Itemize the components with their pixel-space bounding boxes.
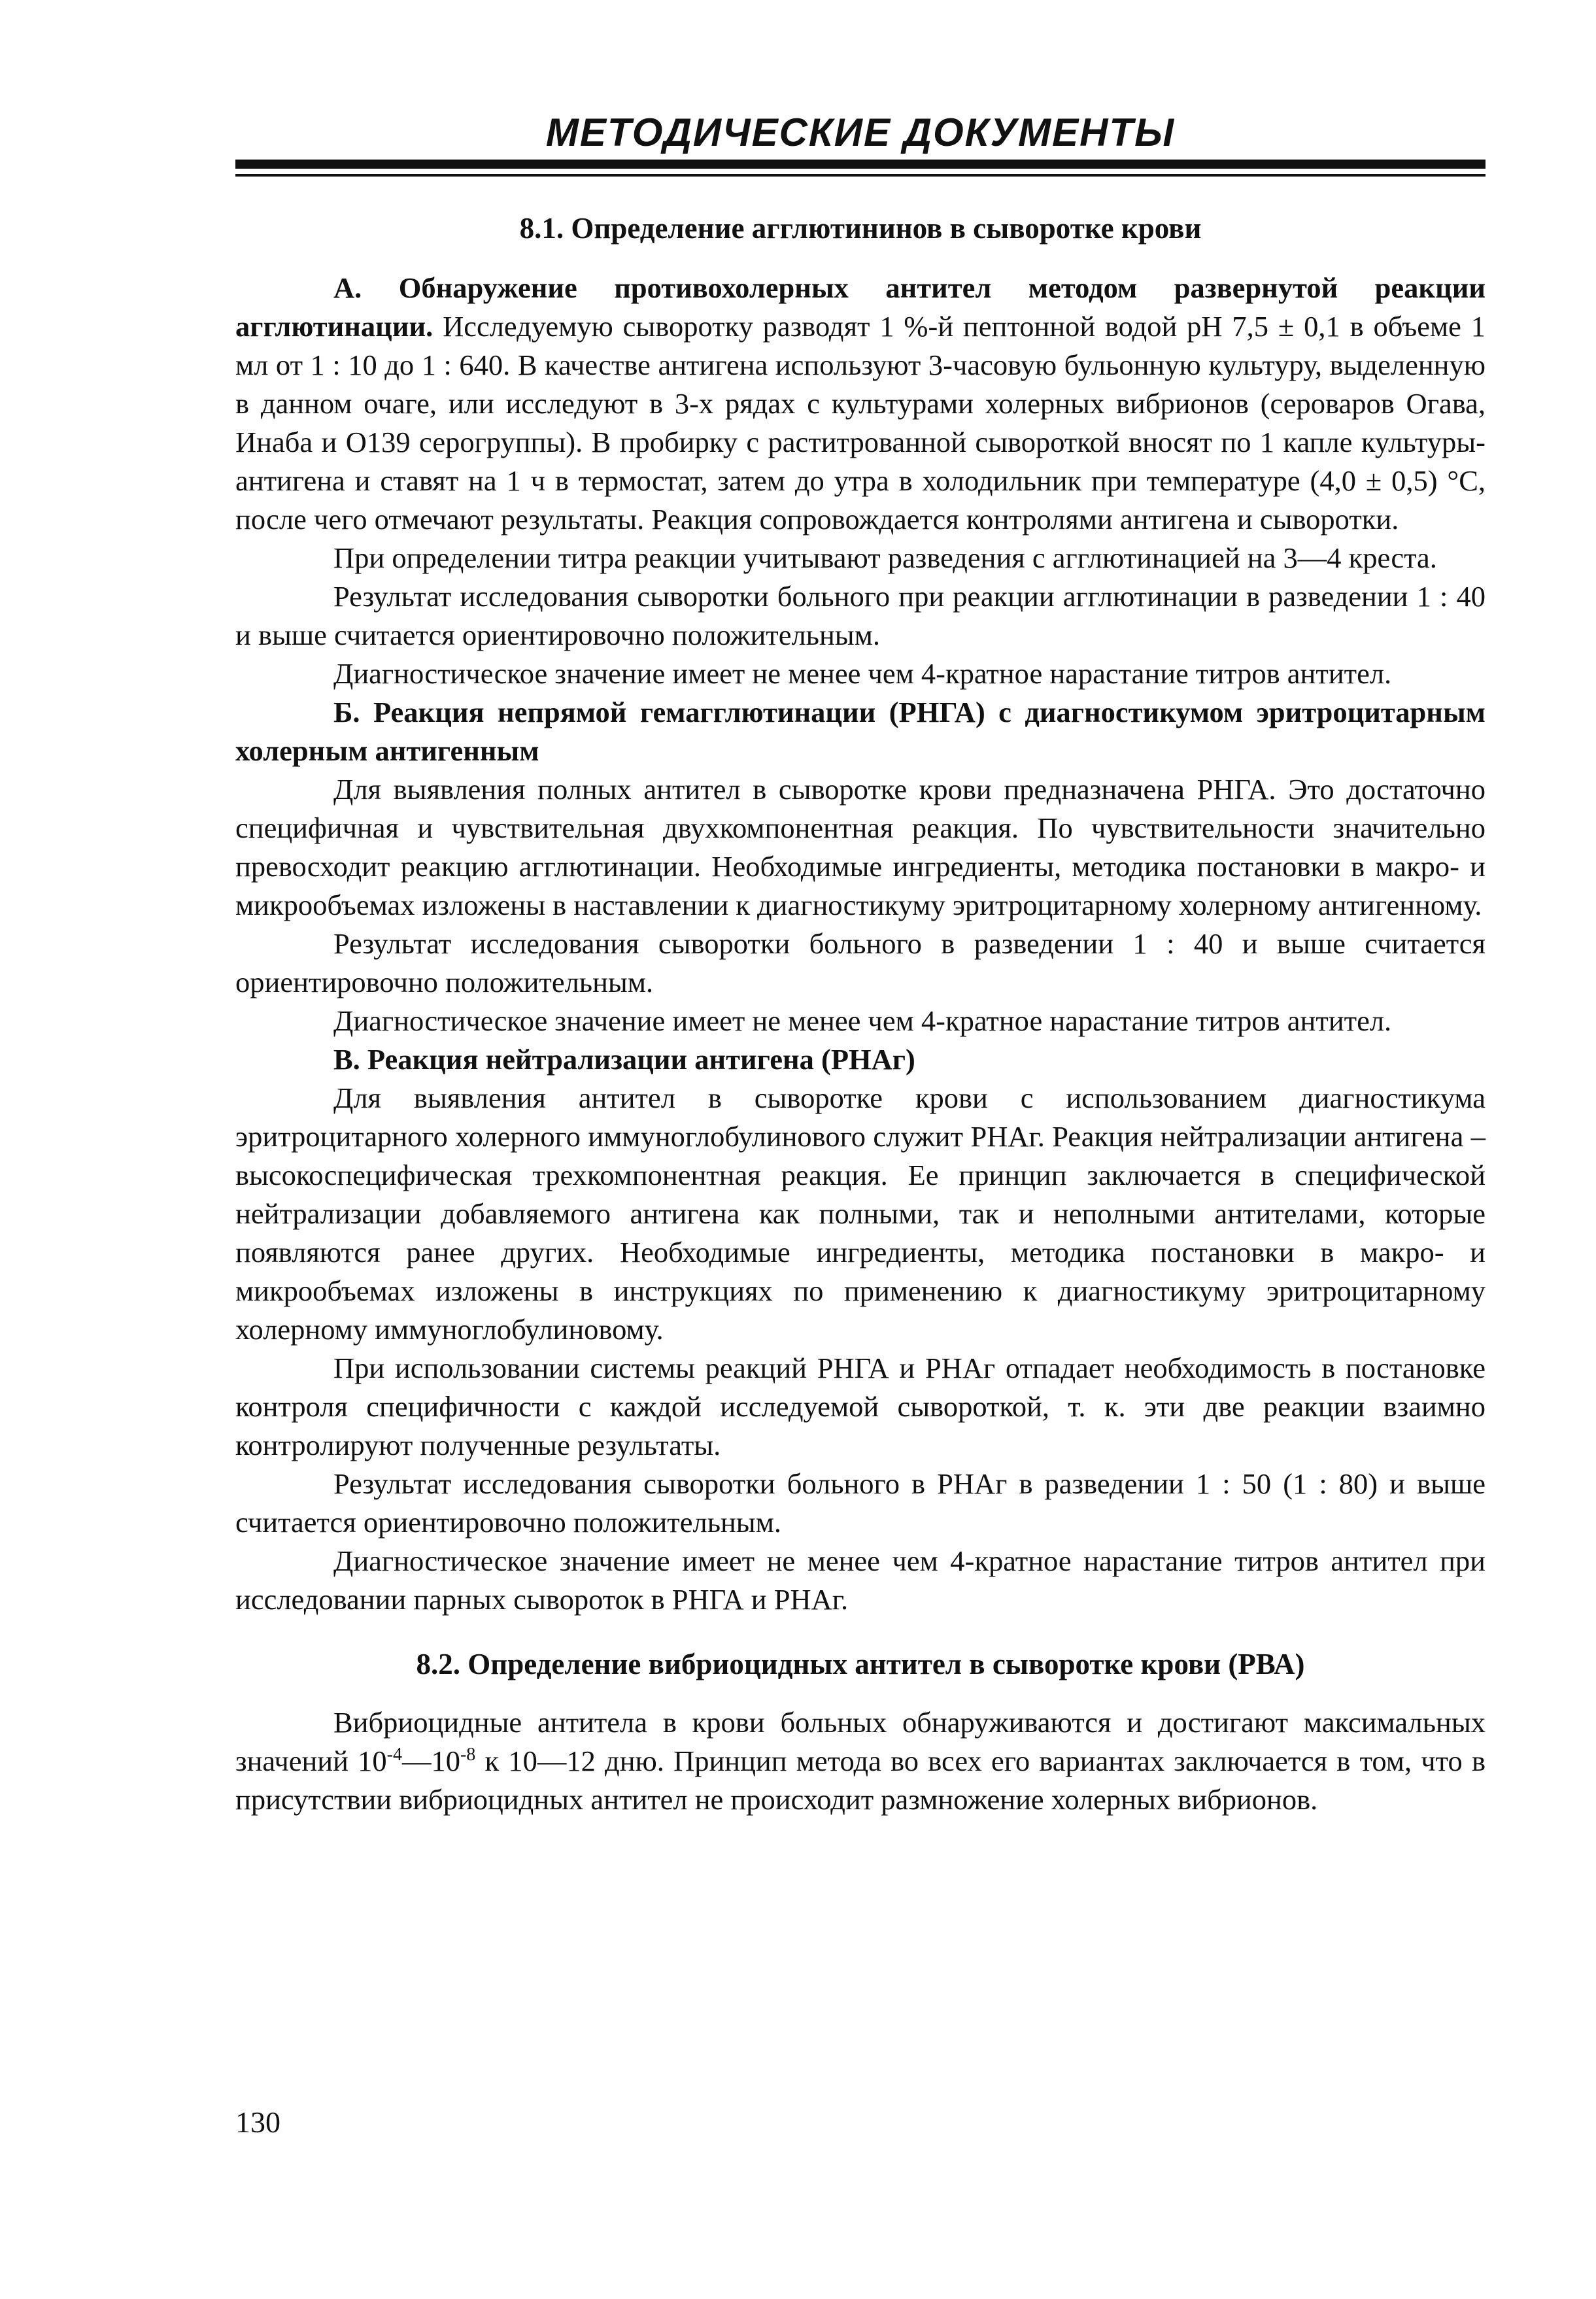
part-a-run-in-heading: А. Обнаружение противохолерных антител методом развернутой реакции агглютинации. (235, 271, 1486, 343)
part-a-paragraph (235, 269, 1486, 539)
part-c-paragraph-1: Для выявления антител в сыворотке крови с использованием диагностикума эритроцитарного холерного иммуноглобулинового служит РНАг. Реакция нейтрализации антигена – высокоспецифическая трехкомпонентная реакция. Ее принцип заключается в специфической нейтрализации добавляемого антигена как полными, так и неполными антителами, которые появляются ранее других. Необходимые ингредиенты, методика постановки в макро- и микрообъемах изложены в инструкциях по применению к диагностикуму эритроцитарному холерному иммуноглобулиновому. (235, 1081, 1486, 1346)
exponent-2: -8 (460, 1745, 476, 1765)
part-c-paragraph-4: Диагностическое значение имеет не менее чем 4-кратное нарастание титров антител при исследовании парных сывороток в РНГА и РНАг. (235, 1544, 1486, 1616)
part-a-paragraph-4: Диагностическое значение имеет не менее чем 4-кратное нарастание титров антител. (333, 657, 1392, 690)
part-b-paragraph-2: Результат исследования сыворотки больного в разведении 1 : 40 и выше считается ориентировочно положительным. (235, 927, 1486, 998)
section-8-2-text-end: к 10—12 дню. Принцип метода во всех его вариантах заключается в том, что в присутствии вибриоцидных антител не происходит размножение холерных вибрионов. (235, 1745, 1486, 1816)
main-text (235, 209, 1486, 1819)
page-number: 130 (235, 2105, 280, 2139)
part-c-paragraph-2: При использовании системы реакций РНГА и РНАг отпадает необходимость в постановке контроля специфичности с каждой исследуемой сывороткой, т. к. эти две реакции взаимно контролируют полученные результаты. (235, 1352, 1486, 1461)
section-8-2-text-start: Вибриоцидные антитела в крови больных обнаруживаются и достигают максимальных значений 10 (235, 1706, 1486, 1777)
part-a-text: Исследуемую сыворотку разводят 1 %-й пептонной водой рН 7,5 ± 0,1 в объеме 1 мл от 1 : 10 до 1 : 640. В качестве антигена используют 3-часовую бульонную культуру, выделенную в данном очаге, или исследуют в 3-х рядах с культурами холерных вибрионов (сероваров Огава, Инаба и О139 серогруппы). В пробирку с раститрованной сывороткой вносят по 1 капле культуры-антигена и ставят на 1 ч в термостат, затем до утра в холодильник при температуре (4,0 ± 0,5) °С, после чего отмечают результаты. Реакция сопровождается контролями антигена и сыворотки. (235, 310, 1486, 536)
part-b-paragraph-1: Для выявления полных антител в сыворотке крови предназначена РНГА. Это достаточно специфичная и чувствительная двухкомпонентная реакция. По чувствительности значительно превосходит реакцию агглютинации. Необходимые ингредиенты, методика постановки в макро- и микрообъемах изложены в наставлении к диагностикуму эритроцитарному холерному антигенному. (235, 773, 1486, 921)
section-8-1-heading: 8.1. Определение агглютининов в сыворотке крови (519, 212, 1202, 245)
running-head-title: МЕТОДИЧЕСКИЕ ДОКУМЕНТЫ (545, 111, 1176, 154)
part-a-paragraph-3: Результат исследования сыворотки больного при реакции агглютинации в разведении 1 : 40 и выше считается ориентировочно положительным. (235, 580, 1486, 651)
section-8-2-text-mid: —10 (401, 1745, 460, 1777)
part-a-paragraph-2: При определении титра реакции учитывают разведения с агглютинацией на 3—4 креста. (333, 541, 1437, 574)
header-rule-thick (235, 160, 1486, 169)
part-b-heading: Б. Реакция непрямой гемагглютинации (РНГА) с диагностикумом эритроцитарным холерным антигенным (235, 696, 1486, 767)
section-8-2-paragraph (235, 1703, 1486, 1819)
part-c-paragraph-3: Результат исследования сыворотки больного в РНАг в разведении 1 : 50 (1 : 80) и выше считается ориентировочно положительным. (235, 1467, 1486, 1539)
part-b-paragraph-3: Диагностическое значение имеет не менее чем 4-кратное нарастание титров антител. (333, 1004, 1392, 1037)
exponent-1: -4 (386, 1745, 402, 1765)
section-8-2-heading: 8.2. Определение вибриоцидных антител в сыворотке крови (РВА) (416, 1648, 1305, 1680)
header-rule-thin (235, 174, 1486, 177)
part-c-heading: В. Реакция нейтрализации антигена (РНАг) (333, 1043, 915, 1076)
